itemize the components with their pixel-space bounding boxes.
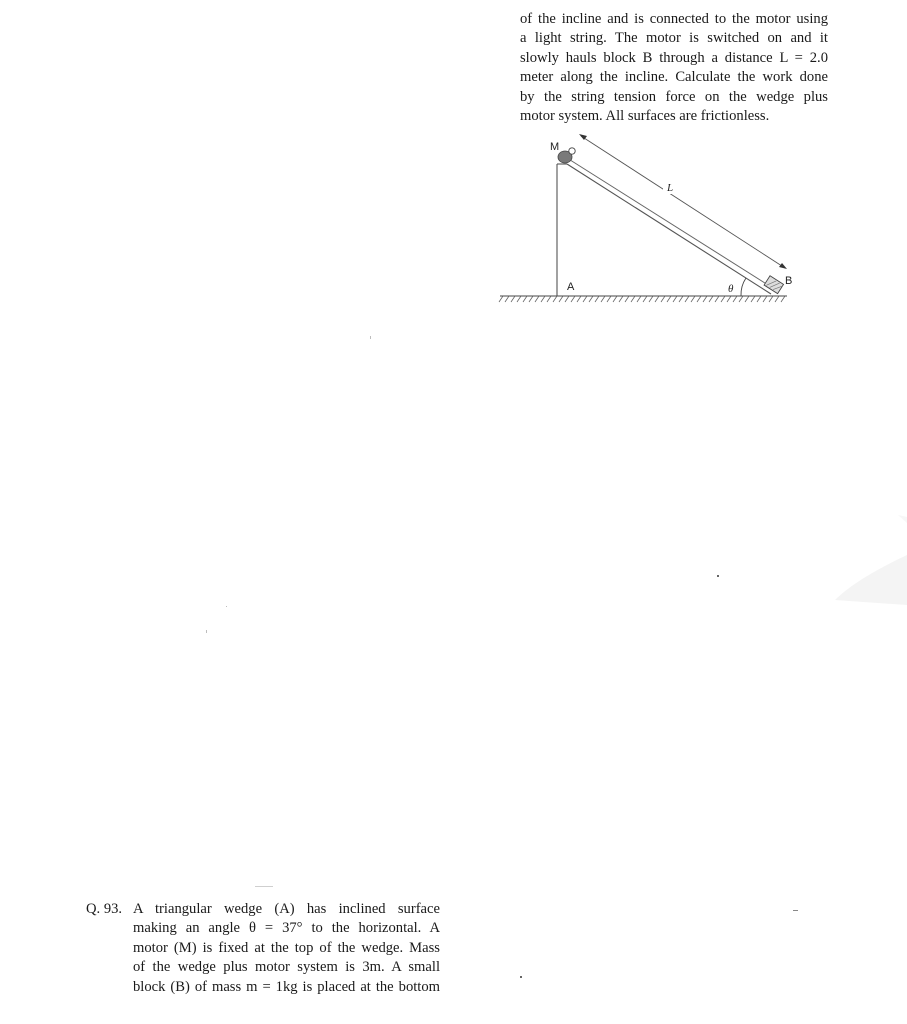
scan-speck xyxy=(717,575,719,577)
text-line: of the wedge plus motor system is 3m. A small xyxy=(133,959,440,976)
problem-continuation-text xyxy=(520,10,828,126)
motor-label: M xyxy=(550,141,560,153)
scan-speck xyxy=(520,976,522,978)
text-line: making an angle θ = 37° to the horizontal. A xyxy=(133,920,440,937)
motor-pulley xyxy=(569,148,575,154)
text-line: meter along the incline. Calculate the work done xyxy=(520,69,828,86)
text-line: of the incline and is connected to the motor using xyxy=(520,11,828,27)
wedge-motor-diagram xyxy=(495,128,795,314)
ground-hatching xyxy=(499,296,785,302)
scan-speck xyxy=(226,606,227,607)
text-line: block (B) of mass m = 1kg is placed at the bottom xyxy=(133,978,440,995)
question-body xyxy=(133,900,440,997)
length-label: L xyxy=(667,182,674,194)
scan-speck xyxy=(793,910,798,911)
dimension-arrow-bottom xyxy=(779,263,787,269)
angle-label: θ xyxy=(728,283,734,295)
text-line: A triangular wedge (A) has inclined surface xyxy=(133,901,440,917)
text-line: a light string. The motor is switched on and it xyxy=(520,30,828,47)
scan-speck xyxy=(255,886,273,887)
question-number: Q. 93. xyxy=(86,901,123,917)
scan-speck xyxy=(206,630,207,633)
angle-arc xyxy=(741,278,746,296)
block-label: B xyxy=(785,275,793,287)
text-line: slowly hauls block B through a distance L = 2.0 xyxy=(520,49,828,66)
text-line: motor (M) is fixed at the top of the wedge. Mass xyxy=(133,939,440,956)
length-dimension-line xyxy=(581,136,785,268)
wedge-label: A xyxy=(567,281,575,293)
scan-page-edge-shadow xyxy=(830,515,907,605)
scan-speck xyxy=(370,336,371,339)
incline-surface-upper xyxy=(567,158,776,290)
text-line: by the string tension force on the wedge plus xyxy=(520,88,828,105)
text-line: motor system. All surfaces are frictionless. xyxy=(520,108,770,125)
